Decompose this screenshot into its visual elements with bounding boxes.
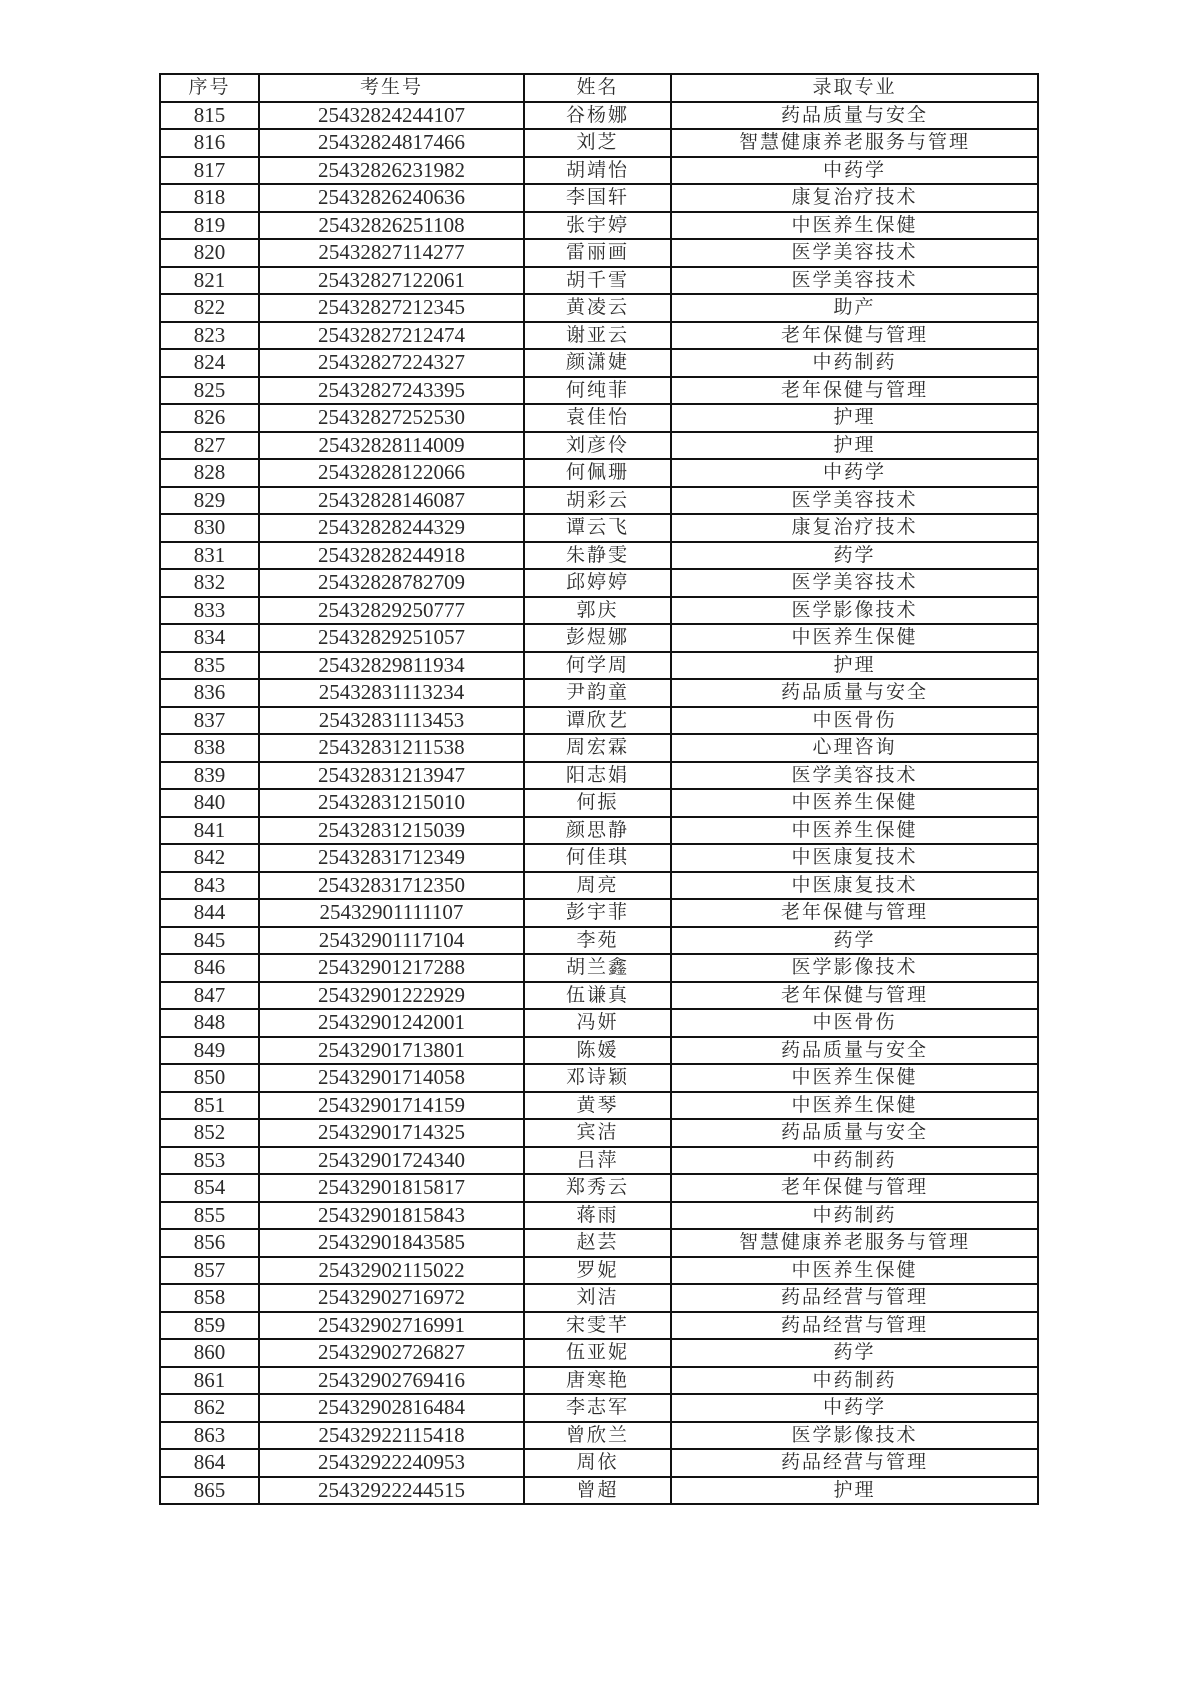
candidate-number-cell: 25432827122061 <box>259 267 524 295</box>
table-row <box>160 239 1038 267</box>
table-row <box>160 1339 1038 1367</box>
name-cell: 谷杨娜 <box>524 102 671 130</box>
serial-number-cell: 832 <box>160 569 259 597</box>
admitted-major-cell: 医学美容技术 <box>671 239 1038 267</box>
candidate-number-cell: 25432831215039 <box>259 817 524 845</box>
candidate-number-cell: 25432901843585 <box>259 1229 524 1257</box>
candidate-number-cell: 25432901713801 <box>259 1037 524 1065</box>
candidate-number-cell: 25432827114277 <box>259 239 524 267</box>
candidate-number-cell: 25432826240636 <box>259 184 524 212</box>
admitted-major-cell: 医学美容技术 <box>671 762 1038 790</box>
candidate-number-cell: 25432901217288 <box>259 954 524 982</box>
candidate-number-cell: 25432901724340 <box>259 1147 524 1175</box>
serial-number-cell: 852 <box>160 1119 259 1147</box>
candidate-number-cell: 25432827212345 <box>259 294 524 322</box>
candidate-number-cell: 25432831215010 <box>259 789 524 817</box>
candidate-number-cell: 25432901815817 <box>259 1174 524 1202</box>
table-row <box>160 1092 1038 1120</box>
candidate-number-cell: 25432827212474 <box>259 322 524 350</box>
table-row <box>160 1284 1038 1312</box>
candidate-number-cell: 25432831213947 <box>259 762 524 790</box>
candidate-number-cell: 25432829250777 <box>259 597 524 625</box>
table-row <box>160 597 1038 625</box>
name-cell: 阳志娟 <box>524 762 671 790</box>
candidate-number-cell: 25432902769416 <box>259 1367 524 1395</box>
candidate-number-cell: 25432826251108 <box>259 212 524 240</box>
name-cell: 宾洁 <box>524 1119 671 1147</box>
admitted-major-cell: 助产 <box>671 294 1038 322</box>
table-row <box>160 267 1038 295</box>
serial-number-cell: 865 <box>160 1477 259 1505</box>
name-cell: 李苑 <box>524 927 671 955</box>
admitted-major-cell: 老年保健与管理 <box>671 377 1038 405</box>
admitted-major-cell: 中医养生保健 <box>671 789 1038 817</box>
name-cell: 伍亚妮 <box>524 1339 671 1367</box>
admitted-major-cell: 护理 <box>671 652 1038 680</box>
table-row <box>160 487 1038 515</box>
serial-number-cell: 840 <box>160 789 259 817</box>
table-row <box>160 1449 1038 1477</box>
admitted-major-cell: 老年保健与管理 <box>671 1174 1038 1202</box>
name-cell: 胡彩云 <box>524 487 671 515</box>
candidate-number-cell: 25432901242001 <box>259 1009 524 1037</box>
table-row <box>160 954 1038 982</box>
table-row <box>160 542 1038 570</box>
serial-number-cell: 851 <box>160 1092 259 1120</box>
candidate-number-cell: 25432831712350 <box>259 872 524 900</box>
serial-number-cell: 828 <box>160 459 259 487</box>
serial-number-cell: 820 <box>160 239 259 267</box>
table-header-row <box>160 74 1038 102</box>
admitted-major-cell: 中药学 <box>671 157 1038 185</box>
admitted-major-cell: 智慧健康养老服务与管理 <box>671 1229 1038 1257</box>
candidate-number-cell: 25432828244918 <box>259 542 524 570</box>
admitted-major-cell: 医学美容技术 <box>671 569 1038 597</box>
name-cell: 彭煜娜 <box>524 624 671 652</box>
table-row <box>160 1257 1038 1285</box>
table-row <box>160 817 1038 845</box>
name-cell: 唐寒艳 <box>524 1367 671 1395</box>
admitted-major-cell: 智慧健康养老服务与管理 <box>671 129 1038 157</box>
candidate-number-cell: 25432901111107 <box>259 899 524 927</box>
admitted-major-cell: 康复治疗技术 <box>671 514 1038 542</box>
serial-number-cell: 830 <box>160 514 259 542</box>
candidate-number-cell: 25432829811934 <box>259 652 524 680</box>
admitted-major-cell: 中医养生保健 <box>671 1092 1038 1120</box>
serial-number-cell: 863 <box>160 1422 259 1450</box>
table-row <box>160 624 1038 652</box>
table-row <box>160 927 1038 955</box>
name-cell: 周依 <box>524 1449 671 1477</box>
serial-number-cell: 855 <box>160 1202 259 1230</box>
name-cell: 蒋雨 <box>524 1202 671 1230</box>
name-cell: 郑秀云 <box>524 1174 671 1202</box>
admitted-major-cell: 中医养生保健 <box>671 212 1038 240</box>
serial-number-cell: 861 <box>160 1367 259 1395</box>
name-cell: 周亮 <box>524 872 671 900</box>
candidate-number-cell: 25432831211538 <box>259 734 524 762</box>
admitted-major-cell: 药品质量与安全 <box>671 1119 1038 1147</box>
name-cell: 冯妍 <box>524 1009 671 1037</box>
admitted-major-cell: 医学美容技术 <box>671 487 1038 515</box>
admission-list-table <box>159 73 1039 1505</box>
table-row <box>160 157 1038 185</box>
candidate-number-cell: 25432902716991 <box>259 1312 524 1340</box>
admitted-major-cell: 中医骨伤 <box>671 707 1038 735</box>
admitted-major-cell: 中药学 <box>671 1394 1038 1422</box>
admitted-major-cell: 医学影像技术 <box>671 1422 1038 1450</box>
name-cell: 谭云飞 <box>524 514 671 542</box>
candidate-number-cell: 25432902115022 <box>259 1257 524 1285</box>
admitted-major-cell: 中药学 <box>671 459 1038 487</box>
admitted-major-cell: 老年保健与管理 <box>671 322 1038 350</box>
serial-number-cell: 857 <box>160 1257 259 1285</box>
candidate-number-cell: 25432902716972 <box>259 1284 524 1312</box>
serial-number-cell: 858 <box>160 1284 259 1312</box>
serial-number-cell: 818 <box>160 184 259 212</box>
name-cell: 袁佳怡 <box>524 404 671 432</box>
serial-number-cell: 847 <box>160 982 259 1010</box>
admitted-major-cell: 中医康复技术 <box>671 844 1038 872</box>
serial-number-cell: 839 <box>160 762 259 790</box>
table-row <box>160 294 1038 322</box>
table-row <box>160 899 1038 927</box>
serial-number-cell: 819 <box>160 212 259 240</box>
table-row <box>160 872 1038 900</box>
serial-number-cell: 815 <box>160 102 259 130</box>
table-row <box>160 844 1038 872</box>
serial-number-cell: 850 <box>160 1064 259 1092</box>
admitted-major-cell: 中医养生保健 <box>671 1257 1038 1285</box>
serial-number-cell: 825 <box>160 377 259 405</box>
name-cell: 邓诗颖 <box>524 1064 671 1092</box>
candidate-number-cell: 25432831113234 <box>259 679 524 707</box>
admitted-major-cell: 护理 <box>671 1477 1038 1505</box>
table-row <box>160 184 1038 212</box>
serial-number-cell: 845 <box>160 927 259 955</box>
serial-number-cell: 843 <box>160 872 259 900</box>
serial-number-cell: 827 <box>160 432 259 460</box>
serial-number-cell: 856 <box>160 1229 259 1257</box>
admitted-major-cell: 护理 <box>671 432 1038 460</box>
serial-number-cell: 859 <box>160 1312 259 1340</box>
name-cell: 赵芸 <box>524 1229 671 1257</box>
table-row <box>160 1422 1038 1450</box>
name-cell: 颜潇婕 <box>524 349 671 377</box>
candidate-number-cell: 25432901714325 <box>259 1119 524 1147</box>
admitted-major-cell: 药品经营与管理 <box>671 1449 1038 1477</box>
candidate-number-cell: 25432824244107 <box>259 102 524 130</box>
serial-number-cell: 817 <box>160 157 259 185</box>
name-cell: 胡靖怡 <box>524 157 671 185</box>
admitted-major-cell: 护理 <box>671 404 1038 432</box>
table-row <box>160 1009 1038 1037</box>
admitted-major-cell: 中医康复技术 <box>671 872 1038 900</box>
table-row <box>160 1037 1038 1065</box>
table-row <box>160 322 1038 350</box>
table-row <box>160 1477 1038 1505</box>
table-row <box>160 707 1038 735</box>
serial-number-cell: 836 <box>160 679 259 707</box>
name-cell: 陈媛 <box>524 1037 671 1065</box>
candidate-number-cell: 25432901222929 <box>259 982 524 1010</box>
serial-number-cell: 837 <box>160 707 259 735</box>
table-row <box>160 212 1038 240</box>
name-cell: 刘洁 <box>524 1284 671 1312</box>
candidate-number-cell: 25432827243395 <box>259 377 524 405</box>
candidate-number-cell: 25432922240953 <box>259 1449 524 1477</box>
admitted-major-cell: 药品质量与安全 <box>671 102 1038 130</box>
candidate-number-cell: 25432824817466 <box>259 129 524 157</box>
name-cell: 吕萍 <box>524 1147 671 1175</box>
candidate-number-cell: 25432901714058 <box>259 1064 524 1092</box>
name-cell: 胡千雪 <box>524 267 671 295</box>
admitted-major-cell: 药学 <box>671 1339 1038 1367</box>
table-row <box>160 514 1038 542</box>
name-cell: 朱静雯 <box>524 542 671 570</box>
serial-number-cell: 853 <box>160 1147 259 1175</box>
admitted-major-cell: 中医养生保健 <box>671 817 1038 845</box>
serial-number-cell: 822 <box>160 294 259 322</box>
admitted-major-cell: 药品质量与安全 <box>671 1037 1038 1065</box>
table-row <box>160 1174 1038 1202</box>
table-row <box>160 1367 1038 1395</box>
header-name: 姓名 <box>524 74 671 102</box>
candidate-number-cell: 25432827224327 <box>259 349 524 377</box>
table-row <box>160 1312 1038 1340</box>
candidate-number-cell: 25432902816484 <box>259 1394 524 1422</box>
serial-number-cell: 849 <box>160 1037 259 1065</box>
candidate-number-cell: 25432827252530 <box>259 404 524 432</box>
admitted-major-cell: 老年保健与管理 <box>671 899 1038 927</box>
candidate-number-cell: 25432901815843 <box>259 1202 524 1230</box>
name-cell: 尹韵童 <box>524 679 671 707</box>
candidate-number-cell: 25432829251057 <box>259 624 524 652</box>
candidate-number-cell: 25432901117104 <box>259 927 524 955</box>
header-serial-number: 序号 <box>160 74 259 102</box>
serial-number-cell: 834 <box>160 624 259 652</box>
header-candidate-number: 考生号 <box>259 74 524 102</box>
table-row <box>160 982 1038 1010</box>
admitted-major-cell: 中药制药 <box>671 349 1038 377</box>
name-cell: 李志军 <box>524 1394 671 1422</box>
name-cell: 周宏霖 <box>524 734 671 762</box>
name-cell: 宋雯芊 <box>524 1312 671 1340</box>
admitted-major-cell: 中药制药 <box>671 1367 1038 1395</box>
name-cell: 何佳琪 <box>524 844 671 872</box>
candidate-number-cell: 25432828782709 <box>259 569 524 597</box>
candidate-number-cell: 25432828244329 <box>259 514 524 542</box>
name-cell: 李国轩 <box>524 184 671 212</box>
serial-number-cell: 831 <box>160 542 259 570</box>
candidate-number-cell: 25432902726827 <box>259 1339 524 1367</box>
name-cell: 伍谦真 <box>524 982 671 1010</box>
candidate-number-cell: 25432831712349 <box>259 844 524 872</box>
name-cell: 胡兰鑫 <box>524 954 671 982</box>
admitted-major-cell: 药学 <box>671 542 1038 570</box>
serial-number-cell: 833 <box>160 597 259 625</box>
table-row <box>160 102 1038 130</box>
serial-number-cell: 864 <box>160 1449 259 1477</box>
serial-number-cell: 841 <box>160 817 259 845</box>
serial-number-cell: 862 <box>160 1394 259 1422</box>
name-cell: 彭宇菲 <box>524 899 671 927</box>
serial-number-cell: 838 <box>160 734 259 762</box>
admitted-major-cell: 中药制药 <box>671 1202 1038 1230</box>
name-cell: 曾超 <box>524 1477 671 1505</box>
admitted-major-cell: 中医养生保健 <box>671 624 1038 652</box>
admitted-major-cell: 药品经营与管理 <box>671 1284 1038 1312</box>
serial-number-cell: 842 <box>160 844 259 872</box>
table-row <box>160 129 1038 157</box>
admitted-major-cell: 中医养生保健 <box>671 1064 1038 1092</box>
header-admitted-major: 录取专业 <box>671 74 1038 102</box>
candidate-number-cell: 25432828114009 <box>259 432 524 460</box>
serial-number-cell: 829 <box>160 487 259 515</box>
name-cell: 郭庆 <box>524 597 671 625</box>
serial-number-cell: 821 <box>160 267 259 295</box>
table-row <box>160 652 1038 680</box>
serial-number-cell: 816 <box>160 129 259 157</box>
table-row <box>160 377 1038 405</box>
name-cell: 雷丽画 <box>524 239 671 267</box>
admitted-major-cell: 医学美容技术 <box>671 267 1038 295</box>
serial-number-cell: 848 <box>160 1009 259 1037</box>
candidate-number-cell: 25432828122066 <box>259 459 524 487</box>
name-cell: 何佩珊 <box>524 459 671 487</box>
table-row <box>160 1147 1038 1175</box>
table-row <box>160 569 1038 597</box>
table-row <box>160 734 1038 762</box>
table-row <box>160 432 1038 460</box>
serial-number-cell: 844 <box>160 899 259 927</box>
serial-number-cell: 823 <box>160 322 259 350</box>
name-cell: 张宇婷 <box>524 212 671 240</box>
name-cell: 何振 <box>524 789 671 817</box>
name-cell: 罗妮 <box>524 1257 671 1285</box>
table-row <box>160 789 1038 817</box>
admitted-major-cell: 中药制药 <box>671 1147 1038 1175</box>
candidate-number-cell: 25432922115418 <box>259 1422 524 1450</box>
table-row <box>160 404 1038 432</box>
admitted-major-cell: 中医骨伤 <box>671 1009 1038 1037</box>
serial-number-cell: 835 <box>160 652 259 680</box>
name-cell: 黄凌云 <box>524 294 671 322</box>
admitted-major-cell: 心理咨询 <box>671 734 1038 762</box>
name-cell: 何纯菲 <box>524 377 671 405</box>
table-row <box>160 1064 1038 1092</box>
name-cell: 黄琴 <box>524 1092 671 1120</box>
admitted-major-cell: 药品经营与管理 <box>671 1312 1038 1340</box>
name-cell: 谢亚云 <box>524 322 671 350</box>
name-cell: 颜思静 <box>524 817 671 845</box>
name-cell: 刘彦伶 <box>524 432 671 460</box>
candidate-number-cell: 25432831113453 <box>259 707 524 735</box>
table-row <box>160 349 1038 377</box>
admitted-major-cell: 医学影像技术 <box>671 597 1038 625</box>
name-cell: 刘芝 <box>524 129 671 157</box>
admitted-major-cell: 老年保健与管理 <box>671 982 1038 1010</box>
table-row <box>160 1119 1038 1147</box>
serial-number-cell: 826 <box>160 404 259 432</box>
admitted-major-cell: 药学 <box>671 927 1038 955</box>
candidate-number-cell: 25432828146087 <box>259 487 524 515</box>
name-cell: 邱婷婷 <box>524 569 671 597</box>
table-row <box>160 1229 1038 1257</box>
table-row <box>160 762 1038 790</box>
candidate-number-cell: 25432901714159 <box>259 1092 524 1120</box>
table-row <box>160 459 1038 487</box>
serial-number-cell: 854 <box>160 1174 259 1202</box>
candidate-number-cell: 25432922244515 <box>259 1477 524 1505</box>
name-cell: 谭欣艺 <box>524 707 671 735</box>
table-row <box>160 1394 1038 1422</box>
table-row <box>160 679 1038 707</box>
name-cell: 曾欣兰 <box>524 1422 671 1450</box>
candidate-number-cell: 25432826231982 <box>259 157 524 185</box>
serial-number-cell: 860 <box>160 1339 259 1367</box>
serial-number-cell: 824 <box>160 349 259 377</box>
admitted-major-cell: 药品质量与安全 <box>671 679 1038 707</box>
name-cell: 何学周 <box>524 652 671 680</box>
admitted-major-cell: 康复治疗技术 <box>671 184 1038 212</box>
serial-number-cell: 846 <box>160 954 259 982</box>
admitted-major-cell: 医学影像技术 <box>671 954 1038 982</box>
table-row <box>160 1202 1038 1230</box>
